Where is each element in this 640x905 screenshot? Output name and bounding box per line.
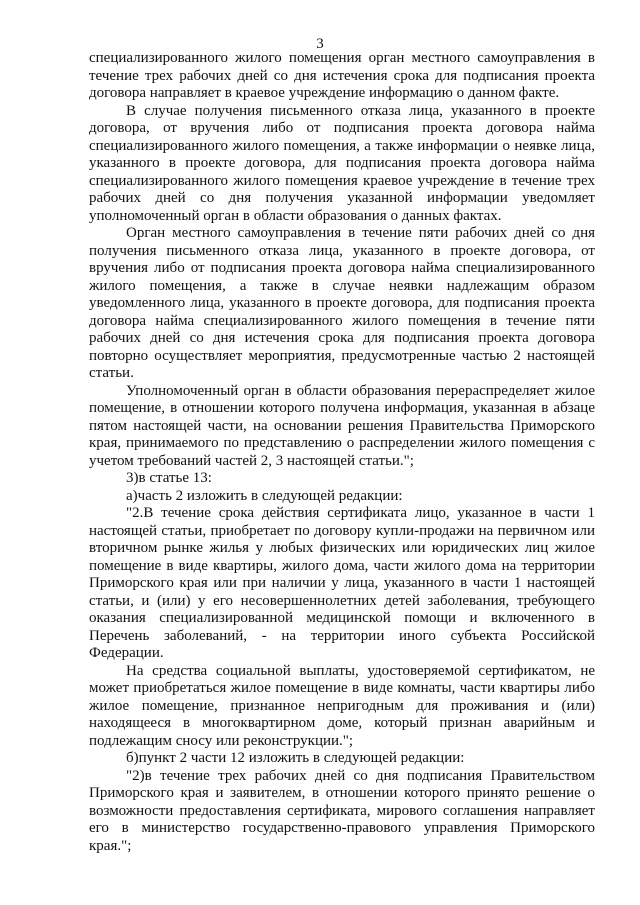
paragraph: а)часть 2 изложить в следующей редакции: [126, 487, 403, 504]
paragraph: "2.В течение срока действия сертификата лицо, указанное в части 1 настоящей статьи, приобретает по договору купли-продажи на первичном или вторичном рынке жилья у любых физических или юридических лиц жилое помещение в виде квартиры, жилого дома, части жилого дома на территории Приморского края или при наличии у лица, указанного в части 1 настоящей статьи, и (или) у его несовершеннолетних детей заболевания, требующего оказания специализированной медицинской помощи и включенного в Перечень заболеваний, - на территории иного субъекта Российской Федерации. [89, 505, 595, 661]
paragraph: 3)в статье 13: [126, 470, 212, 486]
document-body [89, 50, 595, 855]
paragraph: "2)в течение трех рабочих дней со дня подписания Правительством Приморского края и заявителем, в отношении которого принято решение о возможности предоставления сертификата, мирового соглашения направляет его в министерство государственно-правового управления Приморского края."; [89, 767, 595, 854]
paragraph: В случае получения письменного отказа лица, указанного в проекте договора, от вручения либо от подписания проекта договора найма специализированного жилого помещения, а также информации о неявке лица, указанного в проекте договора, для подписания проекта договора найма специализированного жилого помещения краевое учреждение в течение трех рабочих дней со дня получения указанной информации уведомляет уполномоченный орган в области образования о данных фактах. [89, 102, 595, 224]
paragraph: Орган местного самоуправления в течение пяти рабочих дней со дня получения письменного отказа лица, указанного в проекте договора, от вручения либо от подписания проекта договора найма специализированного жилого помещения, а также в случае неявки надлежащим образом уведомленного лица, указанного в проекте договора, для подписания проекта договора найма специализированного жилого помещения в течение пяти рабочих дней со дня истечения срока для подписания проекта договора повторно осуществляет мероприятия, предусмотренные частью 2 настоящей статьи. [89, 225, 595, 381]
paragraph: Уполномоченный орган в области образования перераспределяет жилое помещение, в отношении которого получена информация, указанная в абзаце пятом настоящей части, на основании решения Правительства Приморского края, принимаемого по представлению о распределении жилого помещения с учетом требований частей 2, 3 настоящей статьи."; [89, 382, 595, 469]
paragraph: б)пункт 2 части 12 изложить в следующей редакции: [126, 750, 465, 766]
page-number: 3 [316, 36, 324, 52]
paragraph: На средства социальной выплаты, удостоверяемой сертификатом, не может приобретаться жилое помещение в виде комнаты, части квартиры либо жилое помещение, признанное непригодным для проживания и (или) находящееся в многоквартирном доме, который признан аварийным и подлежащим сносу или реконструкции."; [89, 662, 595, 749]
paragraph: специализированного жилого помещения орган местного самоуправления в течение трех рабочих дней со дня истечения срока для подписания проекта договора направляет в краевое учреждение информацию о данном факте. [89, 50, 595, 101]
